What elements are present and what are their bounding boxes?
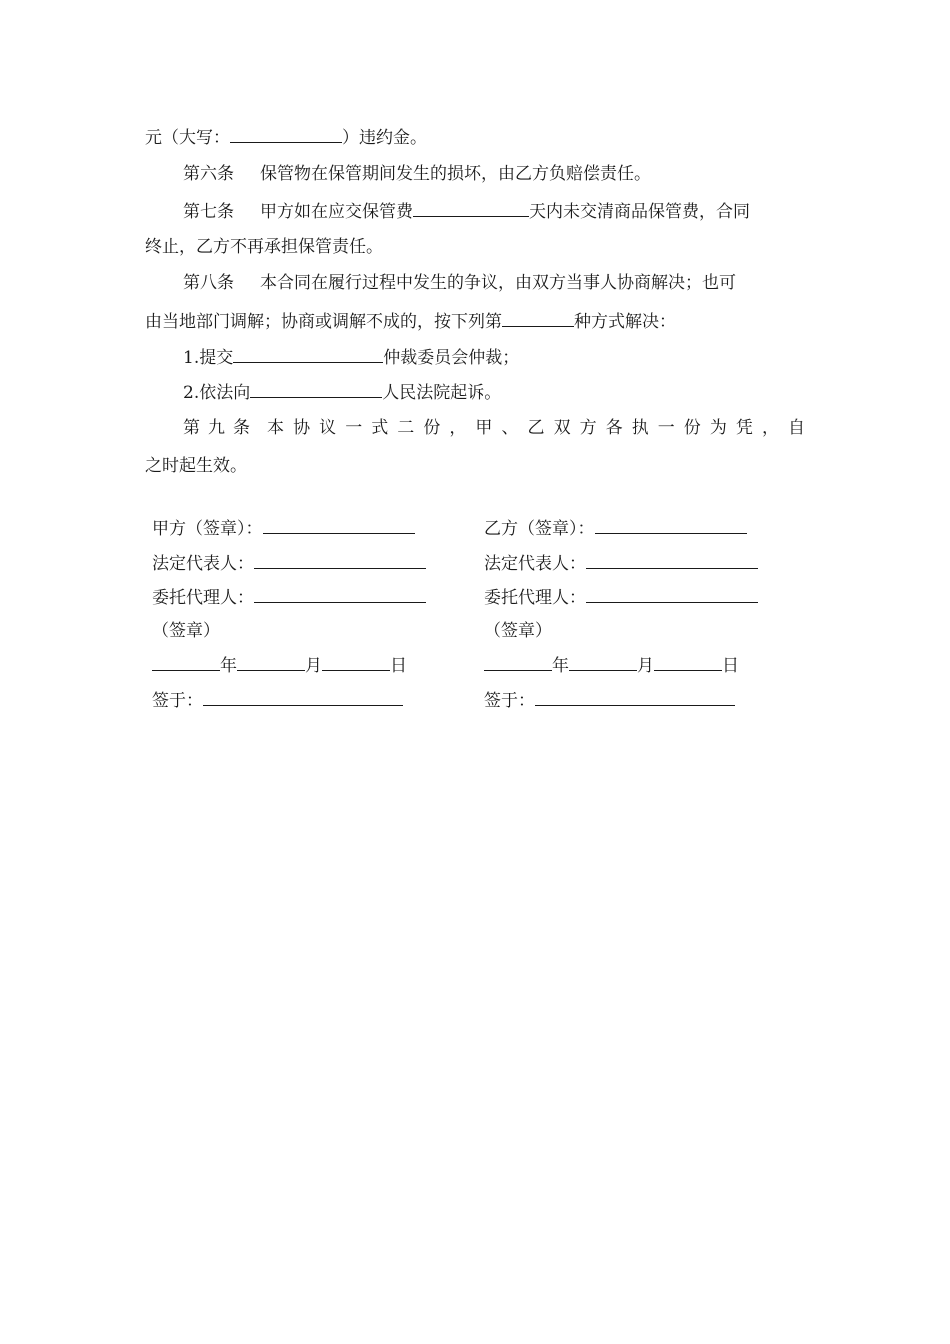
- party-a-agent-row: [152, 585, 426, 610]
- article-9-char: 各: [605, 418, 623, 438]
- option-2-prefix: 2.依法向: [183, 383, 251, 403]
- article-9-continued: [145, 454, 247, 478]
- option-2-suffix: 人民法院起诉。: [382, 383, 502, 403]
- article-9-char: 凭: [735, 418, 753, 438]
- party-b-seal-row: [484, 619, 552, 643]
- article-9-char: 份: [683, 418, 701, 438]
- party-b-place-row: [484, 688, 735, 713]
- party-a-seal-row: [152, 619, 220, 643]
- party-a-agent-blank[interactable]: [254, 585, 426, 603]
- article-6-label: 第六条: [183, 164, 234, 184]
- court-blank[interactable]: [250, 380, 382, 398]
- article-9-char: 协: [293, 418, 311, 438]
- option-1: [183, 345, 519, 370]
- party-b-year-label: 年: [552, 656, 569, 676]
- article-8-cont-b: 种方式解决：: [574, 312, 676, 332]
- party-b-day-blank[interactable]: [654, 653, 722, 671]
- party-a-day-blank[interactable]: [322, 653, 390, 671]
- party-a-date-row: [152, 653, 407, 678]
- article-9-char: 自: [787, 418, 805, 438]
- party-b-place-blank[interactable]: [535, 688, 735, 706]
- article-6: [183, 162, 651, 186]
- party-b-rep-blank[interactable]: [586, 551, 758, 569]
- penalty-prefix: 元（大写：: [145, 128, 230, 148]
- article-9-char: 议: [319, 418, 337, 438]
- party-a-rep-blank[interactable]: [254, 551, 426, 569]
- article-8: [183, 271, 736, 295]
- party-a-sign-row: [152, 516, 415, 541]
- article-8-label: 第八条: [183, 273, 234, 293]
- party-b-agent-label: 委托代理人：: [484, 588, 586, 608]
- party-b-day-label: 日: [722, 656, 739, 676]
- party-a-day-label: 日: [390, 656, 407, 676]
- party-a-agent-label: 委托代理人：: [152, 588, 254, 608]
- party-a-seal-label: （签章）: [152, 621, 220, 641]
- party-b-date-row: [484, 653, 739, 678]
- party-b-rep-row: [484, 551, 758, 576]
- party-b-agent-blank[interactable]: [586, 585, 758, 603]
- article-9-char: 一: [345, 418, 363, 438]
- party-a-place-row: [152, 688, 403, 713]
- article-9-char: ，: [761, 418, 779, 438]
- option-1-prefix: 1.提交: [183, 348, 234, 368]
- article-9-char: 份: [423, 418, 441, 438]
- article-9-char: 本: [267, 418, 285, 438]
- party-b-sign-row: [484, 516, 747, 541]
- penalty-suffix: ）违约金。: [342, 128, 427, 148]
- party-a-rep-row: [152, 551, 426, 576]
- article-9-char: 乙: [527, 418, 545, 438]
- party-a-rep-label: 法定代表人：: [152, 554, 254, 574]
- article-9-cont: 之时起生效。: [145, 456, 247, 476]
- party-a-month-blank[interactable]: [237, 653, 305, 671]
- party-b-year-blank[interactable]: [484, 653, 552, 671]
- party-a-place-label: 签于：: [152, 691, 203, 711]
- article-9-char: ，: [449, 418, 467, 438]
- party-b-agent-row: [484, 585, 758, 610]
- option-1-suffix: 仲裁委员会仲裁；: [383, 348, 520, 368]
- article-7-label: 第七条: [183, 202, 234, 222]
- party-b-sign-label: 乙方（签章）：: [484, 519, 595, 539]
- party-a-sign-blank[interactable]: [263, 516, 415, 534]
- method-number-blank[interactable]: [502, 309, 574, 327]
- article-9-char: 二: [397, 418, 415, 438]
- party-b-rep-label: 法定代表人：: [484, 554, 586, 574]
- days-blank[interactable]: [413, 199, 529, 217]
- article-9: [183, 416, 805, 440]
- party-a-sign-label: 甲方（签章）：: [152, 519, 263, 539]
- article-9-char: 甲: [475, 418, 493, 438]
- article-8-cont-a: 由当地部门调解；协商或调解不成的，按下列第: [145, 312, 502, 332]
- party-b-month-label: 月: [637, 656, 654, 676]
- article-8-continued: [145, 309, 676, 334]
- article-9-char: 方: [579, 418, 597, 438]
- party-b-sign-blank[interactable]: [595, 516, 747, 534]
- article-9-char: 、: [501, 418, 519, 438]
- penalty-amount-blank[interactable]: [230, 125, 342, 143]
- article-9-label: 第九条: [183, 418, 258, 438]
- article-7-cont: 终止，乙方不再承担保管责任。: [145, 237, 383, 257]
- penalty-line: [145, 125, 427, 150]
- article-9-char: 式: [371, 418, 389, 438]
- article-9-char: 执: [631, 418, 649, 438]
- arbitration-committee-blank[interactable]: [233, 345, 383, 363]
- article-7-text-a: 甲方如在应交保管费: [260, 202, 413, 222]
- article-9-char: 为: [709, 418, 727, 438]
- party-a-year-label: 年: [220, 656, 237, 676]
- article-9-char: 双: [553, 418, 571, 438]
- party-a-place-blank[interactable]: [203, 688, 403, 706]
- article-9-char: 一: [657, 418, 675, 438]
- article-6-text: 保管物在保管期间发生的损坏，由乙方负赔偿责任。: [260, 164, 651, 184]
- party-b-month-blank[interactable]: [569, 653, 637, 671]
- party-b-seal-label: （签章）: [484, 621, 552, 641]
- article-8-text: 本合同在履行过程中发生的争议，由双方当事人协商解决；也可: [260, 273, 736, 293]
- article-7: [183, 199, 750, 224]
- party-a-year-blank[interactable]: [152, 653, 220, 671]
- option-2: [183, 380, 501, 405]
- article-7-text-b: 天内未交清商品保管费，合同: [529, 202, 750, 222]
- article-7-continued: [145, 235, 383, 259]
- party-a-month-label: 月: [305, 656, 322, 676]
- party-b-place-label: 签于：: [484, 691, 535, 711]
